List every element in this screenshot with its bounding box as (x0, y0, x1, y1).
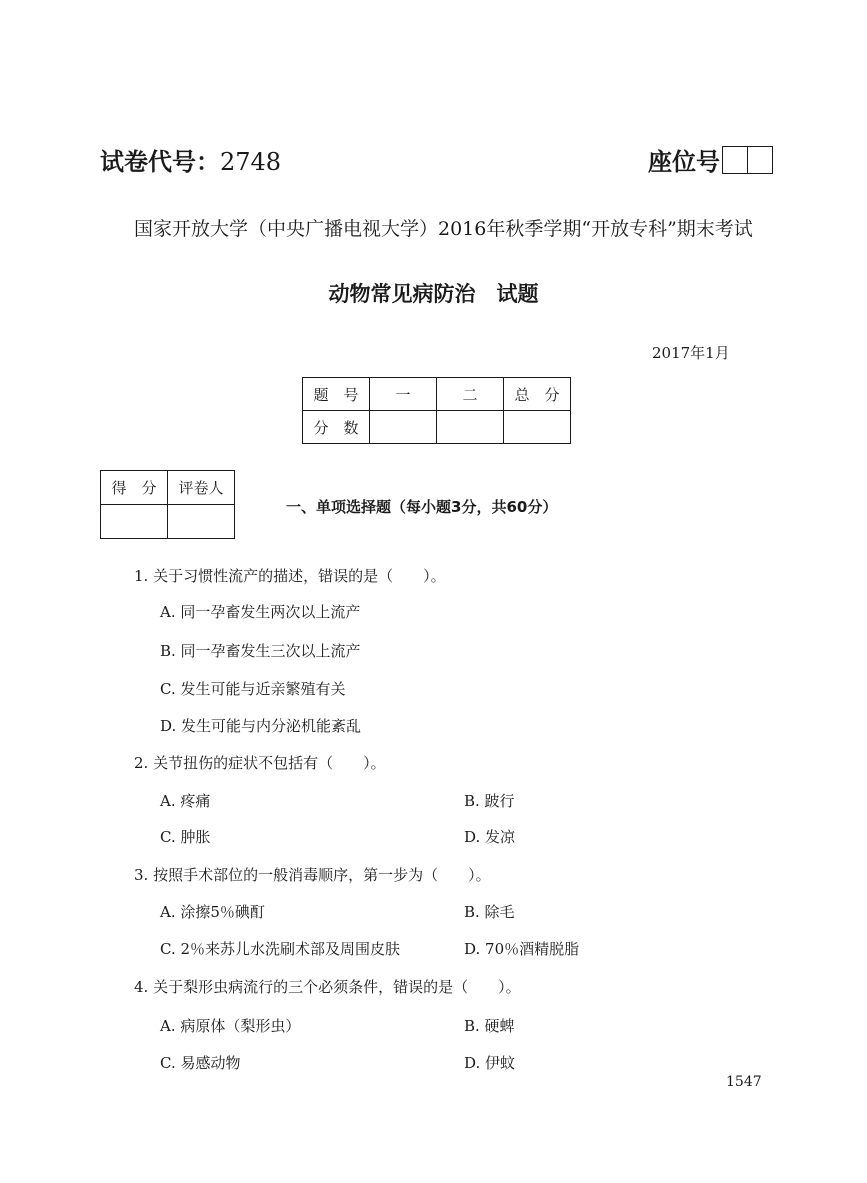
score-header-cell: 二 (437, 378, 504, 411)
question-option: B. 除毛 (464, 903, 515, 921)
page-number: 1547 (726, 1074, 762, 1090)
grader-header-cell: 评卷人 (168, 471, 235, 505)
question-option: D. 70％酒精脱脂 (464, 940, 580, 958)
question-option: C. 易感动物 (160, 1054, 241, 1072)
seat-box-2 (747, 146, 773, 174)
question-option: B. 同一孕畜发生三次以上流产 (160, 642, 361, 660)
question-option: D. 发生可能与内分泌机能紊乱 (160, 717, 362, 735)
grader-cell (101, 505, 168, 539)
score-header-cell: 一 (370, 378, 437, 411)
exam-date: 2017年1月 (652, 344, 730, 362)
grader-cell (168, 505, 235, 539)
question-option: A. 病原体（梨形虫） (160, 1017, 301, 1035)
question-option: D. 发凉 (464, 828, 516, 846)
question-option: C. 2％来苏儿水洗刷术部及周围皮肤 (160, 940, 401, 958)
seat-number (648, 142, 773, 177)
question-stem: 4. 关于梨形虫病流行的三个必须条件，错误的是（ ）。 (134, 978, 521, 996)
seat-label: 座位号 (648, 148, 720, 176)
question-option: B. 硬蜱 (464, 1017, 515, 1035)
question-stem: 2. 关节扭伤的症状不包括有（ ）。 (134, 754, 386, 772)
score-table-header-row (303, 378, 571, 411)
score-header-cell: 题 号 (303, 378, 370, 411)
question-option: D. 伊蚊 (464, 1054, 516, 1072)
score-cell (504, 411, 571, 444)
exam-title: 国家开放大学（中央广播电视大学）2016年秋季学期“开放专科”期末考试 (134, 218, 753, 240)
question-option: A. 疼痛 (160, 792, 211, 810)
score-cell (370, 411, 437, 444)
subject-title: 动物常见病防治 试题 (328, 282, 539, 306)
grader-header-cell: 得 分 (101, 471, 168, 505)
score-cell (437, 411, 504, 444)
question-option: C. 肿胀 (160, 828, 211, 846)
paper-code-label: 试卷代号： (100, 148, 220, 176)
question-option: B. 跛行 (464, 792, 515, 810)
paper-code-number: 2748 (220, 148, 282, 176)
score-table (302, 377, 571, 444)
question-option: A. 同一孕畜发生两次以上流产 (160, 603, 361, 621)
grader-table (100, 470, 235, 539)
section-title: 一、单项选择题（每小题3分，共60分） (286, 498, 558, 516)
score-row-label: 分 数 (303, 411, 370, 444)
score-header-cell: 总 分 (504, 378, 571, 411)
score-table-value-row (303, 411, 571, 444)
grader-value-row (101, 505, 235, 539)
question-option: C. 发生可能与近亲繁殖有关 (160, 680, 346, 698)
question-stem: 3. 按照手术部位的一般消毒顺序，第一步为（ ）。 (134, 866, 491, 884)
question-stem: 1. 关于习惯性流产的描述，错误的是（ ）。 (134, 567, 446, 585)
question-option: A. 涂擦5％碘酊 (160, 903, 265, 921)
grader-header-row (101, 471, 235, 505)
seat-box-1 (722, 146, 748, 174)
paper-code (100, 142, 281, 177)
